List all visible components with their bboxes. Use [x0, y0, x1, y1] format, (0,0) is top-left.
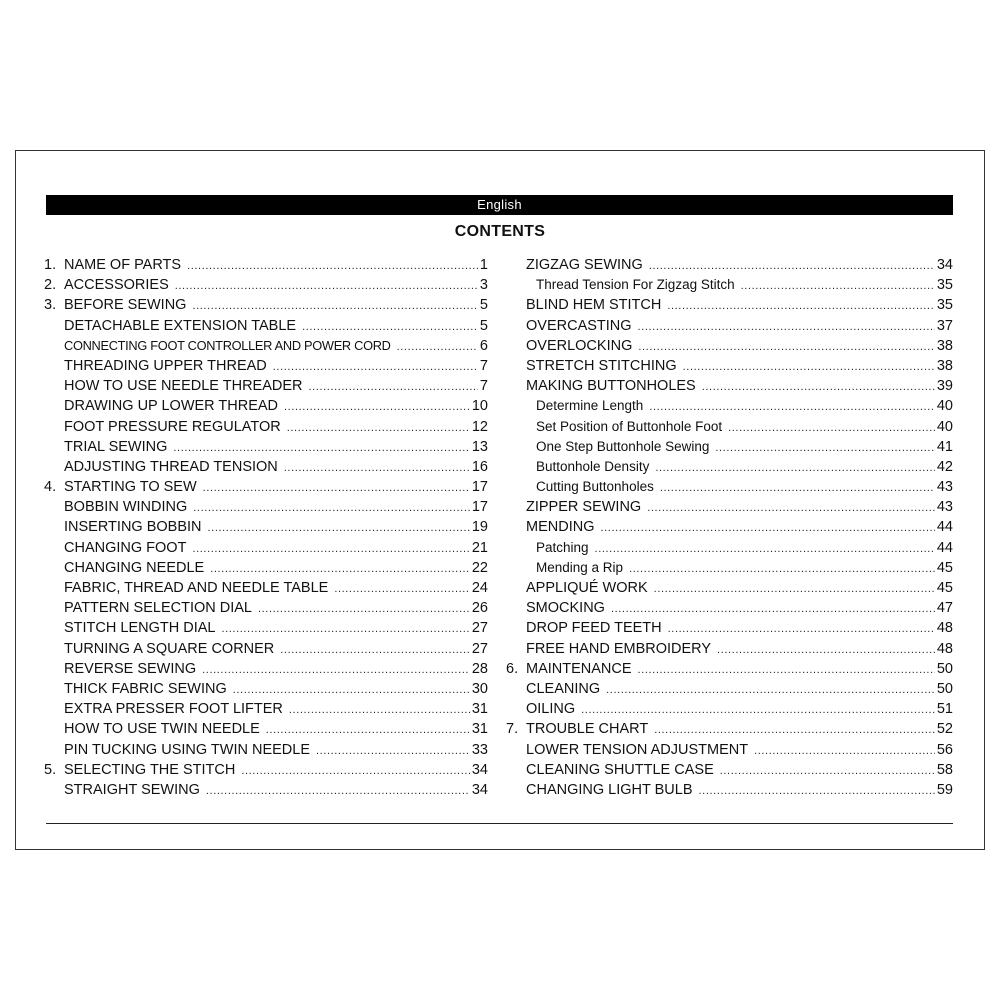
dot-leader [284, 401, 470, 413]
dot-leader [192, 300, 477, 312]
toc-entry-page: 39 [936, 378, 953, 395]
toc-entry-title: TURNING A SQUARE CORNER [64, 640, 275, 657]
toc-entry-page: 37 [936, 317, 953, 334]
toc-entry-page: 51 [936, 701, 953, 718]
toc-entry [44, 681, 488, 701]
toc-entry-title: DROP FEED TEETH [526, 620, 662, 637]
toc-entry-title: CHANGING LIGHT BULB [526, 781, 693, 798]
toc-entry-title: MENDING [526, 519, 595, 536]
dot-leader [655, 462, 935, 474]
toc-entry [44, 459, 488, 479]
toc-entry [506, 641, 953, 661]
dot-leader [208, 522, 470, 534]
page-title: CONTENTS [454, 223, 546, 240]
toc-entry-page: 10 [471, 398, 488, 415]
toc-entry-title: PIN TUCKING USING TWIN NEEDLE [64, 741, 310, 758]
toc-entry [44, 641, 488, 661]
toc-entry-page: 52 [936, 721, 953, 738]
toc-entry-number: 4. [44, 479, 57, 496]
toc-entry-title: ZIPPER SEWING [526, 499, 642, 516]
dot-leader [647, 502, 935, 514]
dot-leader [611, 603, 935, 615]
toc-entry-title: CONNECTING FOOT CONTROLLER AND POWER CORD [64, 337, 391, 353]
dot-leader [266, 724, 470, 736]
toc-entry-page: 40 [936, 418, 953, 435]
toc-entry [506, 600, 953, 620]
toc-entry-page: 1 [479, 257, 488, 273]
dot-leader [241, 765, 470, 777]
toc-entry-title: OVERCASTING [526, 317, 632, 334]
toc-entry-title: One Step Buttonhole Sewing [536, 438, 710, 454]
dot-leader [638, 321, 935, 333]
dot-leader [289, 704, 470, 716]
toc-entry [506, 762, 953, 782]
toc-entry [506, 318, 953, 338]
toc-entry-page: 30 [471, 680, 488, 697]
toc-entry-title: LOWER TENSION ADJUSTMENT [526, 741, 749, 758]
dot-leader [221, 623, 469, 635]
dot-leader [654, 724, 935, 736]
dot-leader [715, 442, 934, 454]
dot-leader [683, 361, 935, 373]
toc-entry-page: 33 [471, 741, 488, 758]
toc-entry-title: TROUBLE CHART [526, 721, 649, 738]
dot-leader [581, 704, 935, 716]
toc-entry-page: 28 [471, 660, 488, 677]
dot-leader [649, 401, 935, 413]
toc-entry-title: THREADING UPPER THREAD [64, 357, 267, 374]
toc-entry [44, 439, 488, 459]
toc-entry-page: 19 [471, 519, 488, 536]
toc-entry [506, 378, 953, 398]
toc-entry-title: OVERLOCKING [526, 337, 633, 354]
toc-entry [44, 499, 488, 519]
toc-entry-title: DETACHABLE EXTENSION TABLE [64, 317, 297, 334]
toc-entry [506, 398, 953, 418]
dot-leader [728, 422, 935, 434]
toc-entry-page: 41 [936, 438, 953, 455]
toc-entry [44, 600, 488, 620]
dot-leader [206, 785, 470, 797]
toc-entry-number: 2. [44, 277, 57, 294]
toc-entry [506, 439, 953, 459]
toc-entry [506, 661, 953, 681]
toc-entry-page: 44 [936, 539, 953, 556]
toc-entry-title: DRAWING UP LOWER THREAD [64, 398, 279, 415]
manual-page [15, 150, 985, 850]
toc-entry-page: 31 [471, 721, 488, 738]
toc-entry-title: CHANGING NEEDLE [64, 559, 205, 576]
toc-entry [506, 782, 953, 802]
toc-entry [44, 782, 488, 802]
toc-entry [506, 358, 953, 378]
toc-entry [506, 721, 953, 741]
toc-entry [506, 701, 953, 721]
dot-leader [233, 684, 470, 696]
toc-entry-title: HOW TO USE TWIN NEEDLE [64, 721, 260, 738]
toc-entry-title: MAKING BUTTONHOLES [526, 378, 696, 395]
toc-entry-page: 34 [936, 257, 953, 273]
toc-entry-page: 3 [479, 277, 488, 294]
dot-leader [287, 422, 470, 434]
toc-entry-number: 6. [506, 660, 519, 677]
toc-entry [44, 661, 488, 681]
toc-entry-page: 43 [936, 499, 953, 516]
toc-entry-page: 47 [936, 600, 953, 617]
toc-entry-page: 13 [471, 438, 488, 455]
toc-entry-page: 31 [471, 701, 488, 718]
dot-leader [187, 260, 478, 272]
dot-leader [720, 765, 935, 777]
toc-entry-title: STARTING TO SEW [64, 479, 197, 496]
dot-leader [667, 300, 935, 312]
toc-entry-page: 40 [936, 398, 953, 415]
toc-entry-title: BLIND HEM STITCH [526, 297, 662, 314]
toc-entry-title: Cutting Buttonholes [536, 479, 654, 495]
dot-leader [595, 543, 935, 555]
toc-entry-page: 45 [936, 559, 953, 576]
toc-entry-page: 17 [471, 479, 488, 496]
toc-entry [506, 277, 953, 297]
dot-leader [203, 482, 470, 494]
dot-leader [334, 583, 470, 595]
toc-entry-title: BEFORE SEWING [64, 297, 187, 314]
toc-entry-title: ADJUSTING THREAD TENSION [64, 458, 278, 475]
dot-leader [284, 462, 470, 474]
toc-entry-page: 26 [471, 600, 488, 617]
toc-entry-page: 21 [471, 539, 488, 556]
toc-entry-title: THICK FABRIC SEWING [64, 680, 227, 697]
toc-entry-page: 5 [479, 297, 488, 314]
dot-leader [754, 745, 935, 757]
toc-entry-page: 48 [936, 640, 953, 657]
bottom-divider [46, 823, 953, 824]
toc-entry-page: 48 [936, 620, 953, 637]
toc-entry-page: 34 [471, 781, 488, 798]
dot-leader [741, 280, 935, 292]
toc-entry-page: 17 [471, 499, 488, 516]
toc-entry [506, 499, 953, 519]
toc-entry-number: 3. [44, 297, 57, 314]
toc-entry-number: 1. [44, 257, 57, 273]
toc-entry [506, 742, 953, 762]
toc-entry-page: 35 [936, 297, 953, 314]
toc-entry-title: FABRIC, THREAD AND NEEDLE TABLE [64, 580, 329, 596]
toc-entry-title: STRAIGHT SEWING [64, 781, 200, 798]
dot-leader [660, 482, 935, 494]
toc-entry-title: ZIGZAG SEWING [526, 257, 643, 273]
dot-leader [668, 623, 935, 635]
toc-entry-number: 7. [506, 721, 519, 738]
toc-entry-page: 38 [936, 357, 953, 374]
dot-leader [629, 563, 935, 575]
toc-entry-number: 5. [44, 761, 57, 778]
toc-entry-page: 38 [936, 337, 953, 354]
toc-entry-page: 56 [936, 741, 953, 758]
toc-entry-title: PATTERN SELECTION DIAL [64, 600, 252, 617]
dot-leader [302, 321, 478, 333]
toc-entry-title: Mending a Rip [536, 559, 624, 575]
toc-entry-page: 6 [479, 337, 488, 354]
toc-entry-page: 35 [936, 277, 953, 294]
toc-entry-page: 43 [936, 479, 953, 496]
toc-entry-title: STRETCH STITCHING [526, 357, 677, 374]
dot-leader [175, 280, 478, 292]
toc-entry-title: INSERTING BOBBIN [64, 519, 202, 536]
dot-leader [397, 341, 478, 353]
toc-entry-title: APPLIQUÉ WORK [526, 580, 648, 596]
toc-entry [44, 742, 488, 762]
toc-entry-page: 12 [471, 418, 488, 435]
toc-entry-title: SELECTING THE STITCH [64, 761, 236, 778]
toc-entry [44, 519, 488, 539]
toc-entry-title: CLEANING SHUTTLE CASE [526, 761, 714, 778]
toc-entry-title: CLEANING [526, 680, 601, 697]
toc-entry [506, 519, 953, 539]
toc-entry-page: 7 [479, 357, 488, 374]
toc-entry [44, 378, 488, 398]
toc-entry-page: 34 [471, 761, 488, 778]
toc-entry-title: HOW TO USE NEEDLE THREADER [64, 378, 303, 395]
toc-entry-title: STITCH LENGTH DIAL [64, 620, 216, 637]
toc-entry [44, 580, 488, 600]
toc-entry [44, 419, 488, 439]
toc-entry-title: CHANGING FOOT [64, 539, 187, 556]
toc-entry-title: EXTRA PRESSER FOOT LIFTER [64, 701, 283, 718]
toc-entry [44, 277, 488, 297]
toc-entry [44, 560, 488, 580]
toc-entry-title: NAME OF PARTS [64, 257, 182, 273]
toc-entry [506, 257, 953, 277]
toc-entry-title: Thread Tension For Zigzag Stitch [536, 277, 735, 293]
toc-entry-page: 45 [936, 580, 953, 596]
toc-entry [44, 721, 488, 741]
toc-right-column [506, 257, 953, 802]
toc-entry [506, 479, 953, 499]
toc-entry-page: 27 [471, 620, 488, 637]
dot-leader [316, 745, 470, 757]
toc-entry-title: ACCESSORIES [64, 277, 169, 294]
toc-entry [44, 398, 488, 418]
dot-leader [309, 381, 478, 393]
toc-entry [44, 540, 488, 560]
toc-entry [506, 580, 953, 600]
toc-entry [506, 459, 953, 479]
toc-entry-page: 5 [479, 317, 488, 334]
toc-entry-page: 42 [936, 458, 953, 475]
dot-leader [258, 603, 470, 615]
toc-entry-title: Set Position of Buttonhole Foot [536, 418, 723, 434]
dot-leader [638, 664, 935, 676]
toc-entry-title: MAINTENANCE [526, 660, 632, 677]
dot-leader [192, 543, 469, 555]
toc-entry-page: 50 [936, 680, 953, 697]
toc-entry-page: 58 [936, 761, 953, 778]
toc-entry [44, 479, 488, 499]
toc-entry [506, 620, 953, 640]
toc-entry-title: FREE HAND EMBROIDERY [526, 640, 712, 657]
toc-entry [506, 419, 953, 439]
toc-entry [44, 318, 488, 338]
dot-leader [210, 563, 470, 575]
toc-entry-title: REVERSE SEWING [64, 660, 197, 677]
dot-leader [638, 341, 935, 353]
dot-leader [717, 644, 935, 656]
toc-entry-title: Determine Length [536, 398, 644, 414]
language-label: English [477, 197, 522, 212]
toc-entry-page: 22 [471, 559, 488, 576]
dot-leader [654, 583, 935, 595]
dot-leader [280, 644, 470, 656]
dot-leader [649, 260, 935, 272]
toc-entry [506, 297, 953, 317]
dot-leader [173, 442, 469, 454]
toc-entry-page: 24 [471, 580, 488, 596]
dot-leader [702, 381, 935, 393]
toc-entry-title: FOOT PRESSURE REGULATOR [64, 418, 281, 435]
toc-entry [44, 297, 488, 317]
toc-entry [506, 681, 953, 701]
toc-entry-page: 7 [479, 378, 488, 395]
toc-entry [44, 257, 488, 277]
dot-leader [202, 664, 470, 676]
dot-leader [699, 785, 935, 797]
toc-entry-page: 44 [936, 519, 953, 536]
toc-entry-page: 27 [471, 640, 488, 657]
toc-entry-title: SMOCKING [526, 600, 605, 617]
toc-entry-title: Buttonhole Density [536, 458, 650, 474]
toc-entry-title: BOBBIN WINDING [64, 499, 188, 516]
toc-entry [44, 358, 488, 378]
toc-entry [44, 701, 488, 721]
language-bar [46, 195, 953, 215]
toc-entry [506, 540, 953, 560]
toc-entry-title: Patching [536, 539, 589, 555]
toc-entry [44, 338, 488, 358]
dot-leader [606, 684, 935, 696]
dot-leader [600, 522, 934, 534]
toc-entry-title: OILING [526, 701, 576, 718]
toc-entry [506, 338, 953, 358]
toc-entry [44, 620, 488, 640]
dot-leader [273, 361, 478, 373]
toc-entry-page: 59 [936, 781, 953, 798]
toc-entry [44, 762, 488, 782]
toc-entry-page: 16 [471, 458, 488, 475]
toc-left-column [44, 257, 488, 802]
toc-entry-page: 50 [936, 660, 953, 677]
dot-leader [193, 502, 470, 514]
toc-entry-title: TRIAL SEWING [64, 438, 168, 455]
toc-entry [506, 560, 953, 580]
